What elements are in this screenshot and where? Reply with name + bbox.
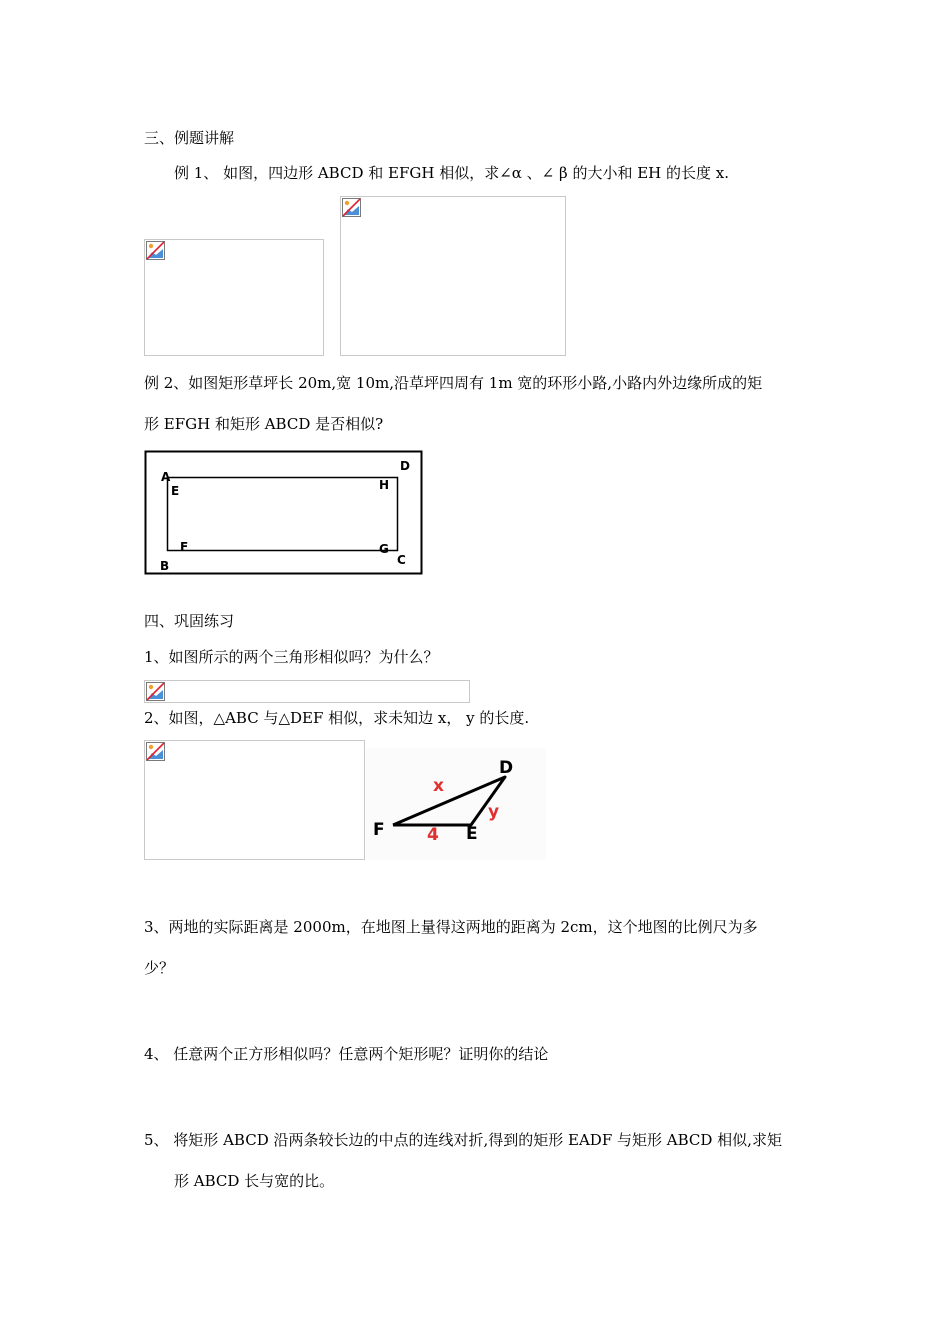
question2-text: 2、如图，△ABC 与△DEF 相似，求未知边 x， y 的长度. [144,709,530,727]
label-d: D [499,758,514,778]
example2-line2: 形 EFGH 和矩形 ABCD 是否相似? [144,415,384,433]
lawn-path-figure [144,450,424,576]
label-e: E [466,824,478,844]
example1-text: 例 1、 如图，四边形 ABCD 和 EFGH 相似，求∠α 、∠ β 的大小和 EH 的长度 x. [174,164,730,182]
label-f: F [180,540,189,554]
question3-line2: 少？ [144,959,175,977]
label-x: x [433,776,444,796]
figure-abcd-placeholder [144,239,324,356]
section4-heading: 四、巩固练习 [144,612,235,630]
label-h: H [379,478,390,492]
triangle-abc-placeholder [144,740,365,860]
broken-image-icon [146,742,165,761]
triangle-def-figure [366,748,546,860]
figure-efgh-placeholder [340,196,566,356]
example2-line1: 例 2、如图矩形草坪长 20m,宽 10m,沿草坪四周有 1m 宽的环形小路,小路内外边缘所成的矩 [144,374,763,392]
label-g: G [379,542,389,556]
broken-image-icon [146,682,165,701]
question3-line1: 3、两地的实际距离是 2000m，在地图上量得这两地的距离为 2cm，这个地图的比例尺为多 [144,918,758,936]
question4-text: 4、 任意两个正方形相似吗？任意两个矩形呢？证明你的结论 [144,1045,549,1063]
question5-line2: 形 ABCD 长与宽的比。 [174,1172,335,1190]
label-e: E [171,484,180,498]
question1-text: 1、如图所示的两个三角形相似吗？为什么？ [144,648,439,666]
label-f: F [373,820,385,840]
section3-heading: 三、例题讲解 [144,129,235,147]
label-a: A [161,470,171,484]
label-b: B [160,559,170,573]
question5-line1: 5、 将矩形 ABCD 沿两条较长边的中点的连线对折,得到的矩形 EADF 与矩形 ABCD 相似,求矩 [144,1131,782,1149]
broken-image-icon [342,198,361,217]
label-c: C [397,553,406,567]
broken-image-icon [146,241,165,260]
label-four: 4 [427,825,439,845]
label-d: D [400,459,410,473]
triangles-placeholder [144,680,470,703]
label-y: y [488,802,500,822]
